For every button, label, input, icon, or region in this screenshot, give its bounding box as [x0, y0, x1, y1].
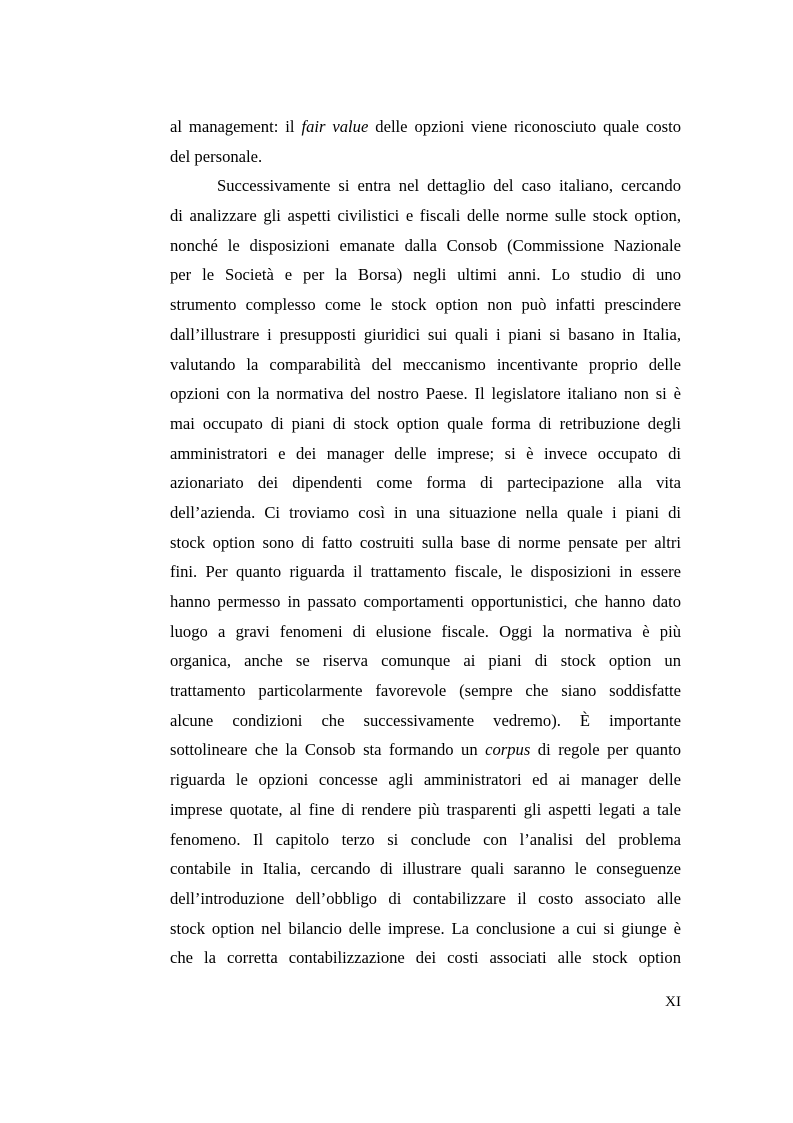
fair-value-term: fair value	[301, 117, 369, 136]
text-line-16: fini. Per quanto riguarda il trattamento fiscale, le disposizioni in essere	[170, 562, 681, 582]
text-line-15: stock option sono di fatto costruiti sulla base di norme pensate per altri	[170, 532, 681, 552]
text-line-19: organica, anche se riserva comunque ai piani di stock option un	[170, 651, 681, 671]
text-line-1: al management: il fair value delle opzioni viene riconosciuto quale costo	[170, 117, 682, 136]
text-line-27: dell’introduzione dell’obbligo di contabilizzare il costo associato alle	[170, 888, 681, 908]
text-line-29: che la corretta contabilizzazione dei costi associati alle stock option	[170, 948, 681, 968]
text-line-8: dall’illustrare i presupposti giuridici sui quali i piani si basano in Italia,	[170, 324, 681, 344]
text-line-20: trattamento particolarmente favorevole (sempre che siano soddisfatte	[170, 681, 681, 701]
text-line-4: di analizzare gli aspetti civilistici e fiscali delle norme sulle stock option,	[170, 206, 681, 226]
text-line-2: del personale.	[170, 146, 263, 166]
text-line-6: per le Società e per la Borsa) negli ultimi anni. Lo studio di uno	[170, 265, 681, 285]
text-line-21: alcune condizioni che successivamente vedremo). È importante	[170, 710, 681, 730]
corpus-term: corpus	[485, 740, 531, 760]
text-line-13: azionariato dei dipendenti come forma di partecipazione alla vita	[170, 473, 681, 493]
text-line-18: luogo a gravi fenomeni di elusione fiscale. Oggi la normativa è più	[170, 621, 681, 641]
text-line-25: fenomeno. Il capitolo terzo si conclude con l’analisi del problema	[170, 829, 681, 849]
text-line-17: hanno permesso in passato comportamenti opportunistici, che hanno dato	[170, 592, 681, 611]
text-line-22: sottolineare che la Consob sta formando un corpus di regole per quanto	[170, 740, 681, 760]
text-line-26: contabile in Italia, cercando di illustrare quali saranno le conseguenze	[170, 859, 681, 879]
body-text	[170, 112, 681, 973]
text-line-24: imprese quotate, al fine di rendere più trasparenti gli aspetti legati a tale	[170, 799, 681, 819]
page-number: XI	[665, 994, 681, 1010]
text-line-11: mai occupato di piani di stock option quale forma di retribuzione degli	[170, 413, 681, 433]
text-line-12: amministratori e dei manager delle imprese; si è invece occupato di	[170, 443, 681, 463]
text-line-23: riguarda le opzioni concesse agli amministratori ed ai manager delle	[170, 770, 681, 790]
text-line-9: valutando la comparabilità del meccanismo incentivante proprio delle	[170, 354, 681, 374]
text-line-10: opzioni con la normativa del nostro Paese. Il legislatore italiano non si è	[170, 384, 681, 404]
text-line-5: nonché le disposizioni emanate dalla Consob (Commissione Nazionale	[170, 235, 681, 255]
paragraph-start-line: Successivamente si entra nel dettaglio del caso italiano, cercando	[217, 176, 681, 196]
text-line-28: stock option nel bilancio delle imprese. La conclusione a cui si giunge è	[170, 918, 681, 938]
text-line-14: dell’azienda. Ci troviamo così in una situazione nella quale i piani di	[170, 502, 681, 522]
text-line-7: strumento complesso come le stock option non può infatti prescindere	[170, 295, 681, 315]
